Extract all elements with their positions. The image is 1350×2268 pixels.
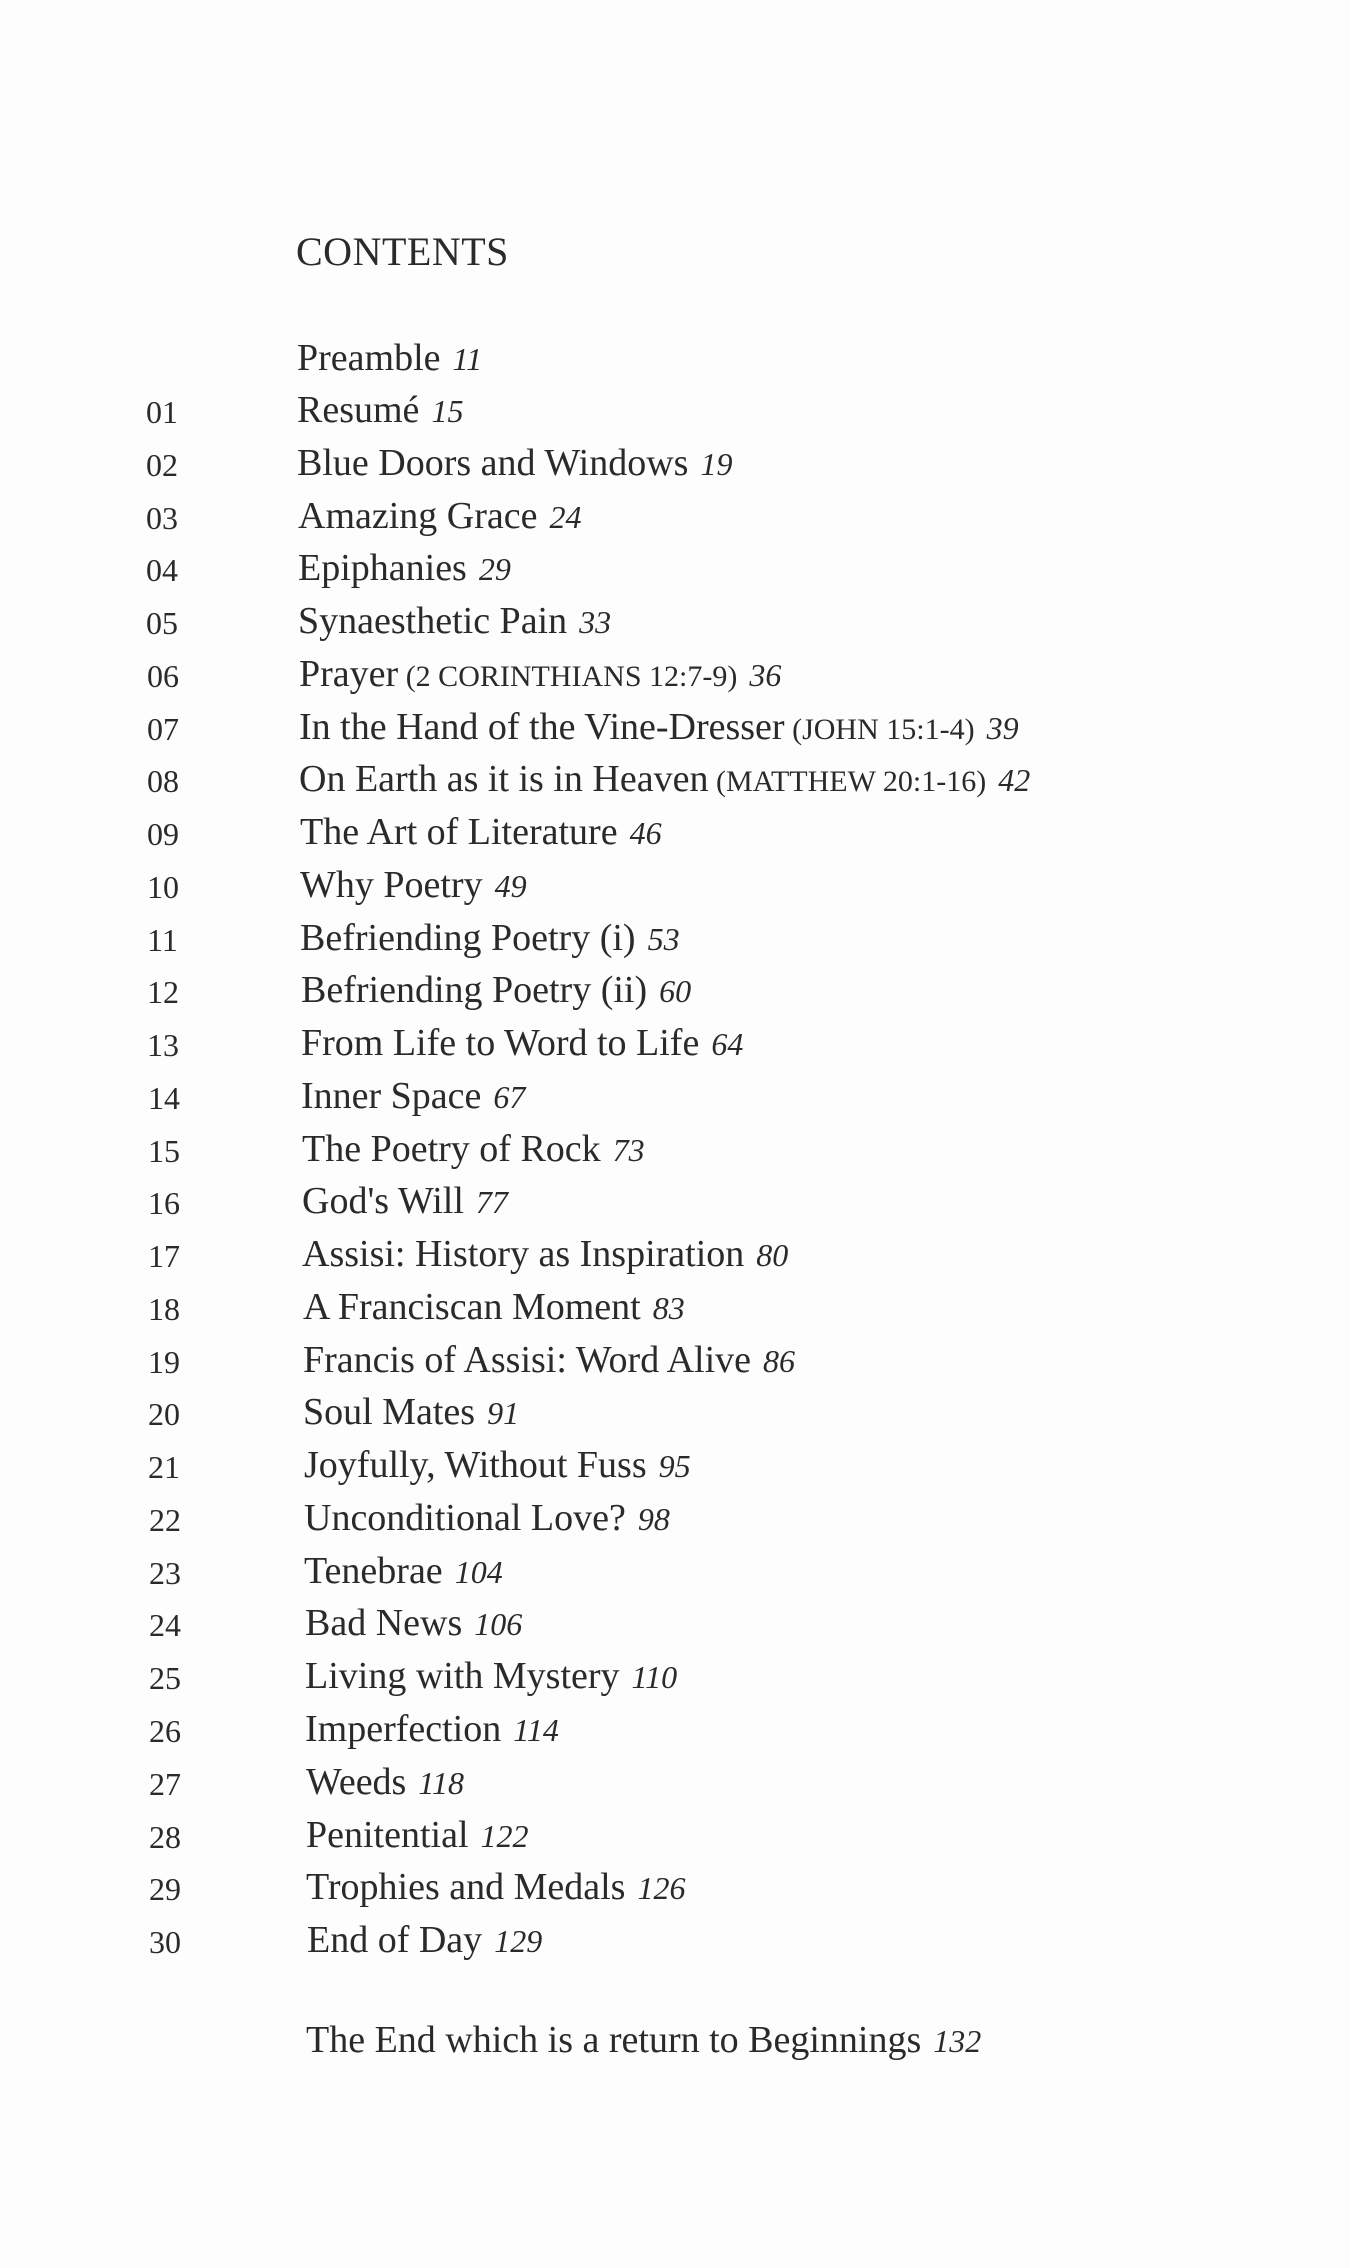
toc-entry	[0, 1707, 1350, 1759]
entry-page: 91	[487, 1395, 520, 1432]
entry-title: From Life to Word to Life	[301, 1022, 700, 1065]
chapter-number: 05	[146, 605, 178, 642]
toc-entry	[0, 1813, 1350, 1865]
chapter-number: 22	[149, 1501, 181, 1538]
chapter-number: 25	[149, 1660, 181, 1697]
entry-page: 64	[711, 1026, 744, 1063]
chapter-number: 16	[148, 1185, 180, 1222]
entry-page: 42	[998, 762, 1031, 799]
entry-page: 19	[700, 445, 733, 482]
entry-title: Bad News	[305, 1602, 463, 1645]
toc-entry	[0, 1918, 1350, 1970]
entry-page: 36	[749, 656, 782, 693]
chapter-entry	[298, 599, 611, 643]
toc-entry	[0, 441, 1350, 493]
entry-title: In the Hand of the Vine-Dresser	[299, 705, 785, 748]
chapter-number: 04	[146, 552, 178, 589]
chapter-entry	[301, 1021, 743, 1065]
toc-entry	[0, 388, 1350, 440]
scripture-reference-text: (JOHN 15:1-4)	[792, 712, 975, 746]
chapter-entry	[301, 1074, 525, 1118]
entry-page: 86	[763, 1342, 796, 1379]
toc-entry	[0, 494, 1350, 546]
chapter-number: 03	[146, 499, 178, 536]
entry-title: The Art of Literature	[300, 811, 618, 854]
entry-title: Living with Mystery	[305, 1655, 620, 1698]
chapter-number: 14	[148, 1079, 180, 1116]
toc-entry	[0, 810, 1350, 862]
chapter-entry	[302, 1127, 645, 1171]
chapter-number: 18	[148, 1290, 180, 1327]
chapter-number: 27	[149, 1765, 181, 1802]
entry-title: Epiphanies	[298, 547, 467, 590]
chapter-number: 30	[149, 1924, 181, 1961]
chapter-number: 11	[147, 921, 178, 958]
entry-title: Why Poetry	[300, 863, 483, 906]
contents-heading: CONTENTS	[296, 229, 509, 274]
chapter-entry	[297, 441, 732, 485]
entry-title: Joyfully, Without Fuss	[304, 1444, 647, 1487]
entry-page: 73	[612, 1131, 645, 1168]
chapter-entry	[306, 1865, 685, 1909]
entry-title: Francis of Assisi: Word Alive	[303, 1338, 752, 1381]
chapter-number: 07	[147, 710, 179, 747]
entry-page: 46	[629, 815, 662, 852]
toc-entry	[0, 1760, 1350, 1812]
toc-ending	[306, 2018, 981, 2062]
chapter-entry	[298, 546, 511, 590]
entry-page: 49	[494, 867, 527, 904]
chapter-entry	[305, 1654, 677, 1698]
entry-title: Tenebrae	[304, 1549, 443, 1592]
chapter-number: 26	[149, 1713, 181, 1749]
entry-page: 122	[480, 1817, 529, 1854]
chapter-number: 29	[149, 1871, 181, 1908]
toc-entry	[0, 863, 1350, 915]
entry-title: End of Day	[307, 1919, 483, 1962]
chapter-entry	[304, 1549, 503, 1593]
toc-entry	[0, 1074, 1350, 1126]
entry-page: 118	[418, 1764, 464, 1801]
chapter-number: 20	[148, 1396, 180, 1433]
chapter-entry	[300, 916, 680, 960]
entry-title: On Earth as it is in Heaven	[299, 758, 709, 801]
toc-entry	[0, 1179, 1350, 1231]
entry-title: Imperfection	[305, 1708, 502, 1750]
toc-entry	[0, 1285, 1350, 1337]
chapter-number: 24	[149, 1607, 181, 1644]
chapter-number: 21	[148, 1449, 180, 1486]
entry-title: Weeds	[306, 1760, 407, 1803]
entry-page: 67	[493, 1078, 526, 1115]
toc-entry	[0, 599, 1350, 651]
entry-page: 110	[631, 1659, 678, 1696]
chapter-number: 23	[149, 1554, 181, 1591]
chapter-entry	[304, 1496, 670, 1540]
toc-entry	[0, 1443, 1350, 1495]
chapter-entry	[299, 757, 1030, 801]
chapter-number: 02	[146, 446, 178, 483]
chapter-entry	[301, 968, 691, 1012]
toc-entry	[0, 757, 1350, 809]
toc-entry	[0, 1021, 1350, 1073]
scripture-reference	[708, 765, 986, 798]
entry-title: Preamble	[297, 337, 441, 379]
chapter-entry	[307, 1918, 542, 1962]
entry-page: 77	[475, 1184, 508, 1221]
entry-page: 60	[659, 973, 692, 1010]
entry-page: 98	[637, 1500, 670, 1537]
entry-title: Prayer	[299, 652, 399, 695]
chapter-entry	[303, 1338, 795, 1382]
toc-entry	[0, 1601, 1350, 1653]
entry-page: 53	[647, 920, 680, 957]
toc-entry	[0, 1865, 1350, 1917]
entry-page: 29	[478, 551, 511, 588]
chapter-number: 10	[147, 868, 179, 905]
entry-title: Amazing Grace	[298, 494, 538, 537]
entry-title: Resumé	[297, 389, 420, 431]
entry-title: The End which is a return to Beginnings	[306, 2019, 922, 2061]
chapter-number: 19	[148, 1343, 180, 1380]
toc-entry	[0, 1549, 1350, 1601]
scripture-reference	[398, 660, 737, 693]
chapter-number: 06	[147, 657, 179, 694]
entry-page: 39	[986, 709, 1019, 746]
toc-entry	[0, 546, 1350, 598]
chapter-entry	[303, 1390, 519, 1434]
toc-preamble	[0, 336, 1350, 388]
toc-entry	[297, 336, 482, 380]
entry-page: 83	[652, 1289, 685, 1326]
entry-page: 104	[454, 1553, 503, 1590]
chapter-number: 15	[148, 1132, 180, 1169]
toc-entry	[0, 1390, 1350, 1442]
toc-entry	[0, 1127, 1350, 1179]
entry-page: 33	[579, 604, 612, 641]
chapter-number: 01	[146, 394, 178, 430]
scripture-reference-text: (2 CORINTHIANS 12:7-9)	[405, 659, 738, 693]
chapter-number: 13	[147, 1027, 179, 1064]
entry-title: Assisi: History as Inspiration	[302, 1233, 745, 1276]
chapter-entry	[299, 705, 1019, 749]
entry-page: 129	[494, 1923, 543, 1960]
chapter-entry	[306, 1760, 464, 1804]
toc-entry	[0, 968, 1350, 1020]
chapter-entry	[300, 810, 662, 854]
scripture-reference	[785, 713, 975, 746]
entry-title: Inner Space	[301, 1074, 482, 1117]
chapter-entry	[302, 1179, 508, 1223]
entry-page: 114	[513, 1712, 559, 1748]
entry-page: 126	[637, 1870, 686, 1907]
entry-page: 106	[474, 1606, 523, 1643]
entry-title: Synaesthetic Pain	[298, 600, 568, 643]
toc-entry	[0, 1232, 1350, 1284]
toc-entry	[0, 1496, 1350, 1548]
chapter-number: 12	[147, 974, 179, 1011]
entry-page: 80	[756, 1237, 789, 1274]
chapter-entry	[297, 388, 463, 432]
toc-entry	[0, 705, 1350, 757]
entry-title: God's Will	[302, 1180, 464, 1223]
entry-title: Befriending Poetry (ii)	[301, 969, 648, 1012]
entry-title: Blue Doors and Windows	[297, 441, 689, 484]
toc-entry	[0, 1338, 1350, 1390]
entry-title: Unconditional Love?	[304, 1496, 626, 1539]
chapter-entry	[300, 863, 527, 907]
chapter-entry	[305, 1601, 522, 1645]
entry-page: 11	[452, 341, 483, 377]
chapter-entry	[299, 652, 781, 696]
chapter-entry	[304, 1443, 691, 1487]
toc-entry	[0, 916, 1350, 968]
entry-title: Penitential	[306, 1813, 469, 1856]
chapter-number: 17	[148, 1238, 180, 1275]
entry-title: Befriending Poetry (i)	[300, 916, 636, 959]
entry-title: Soul Mates	[303, 1391, 476, 1434]
entry-title: The Poetry of Rock	[302, 1127, 601, 1170]
scripture-reference-text: (MATTHEW 20:1-16)	[715, 765, 987, 799]
entry-title: Trophies and Medals	[306, 1866, 626, 1909]
entry-title: A Franciscan Moment	[303, 1285, 641, 1328]
chapter-number: 09	[147, 816, 179, 853]
chapter-entry	[305, 1707, 559, 1751]
chapter-entry	[306, 1813, 529, 1857]
toc-entry	[0, 1654, 1350, 1706]
chapter-number: 28	[149, 1818, 181, 1855]
chapter-entry	[302, 1232, 788, 1276]
chapter-entry	[303, 1285, 685, 1329]
entry-page: 24	[549, 498, 582, 535]
entry-page: 95	[658, 1448, 691, 1485]
chapter-entry	[298, 494, 582, 538]
toc-entry	[0, 652, 1350, 704]
chapter-number: 08	[147, 763, 179, 800]
entry-page: 132	[933, 2023, 982, 2059]
entry-page: 15	[431, 393, 464, 429]
